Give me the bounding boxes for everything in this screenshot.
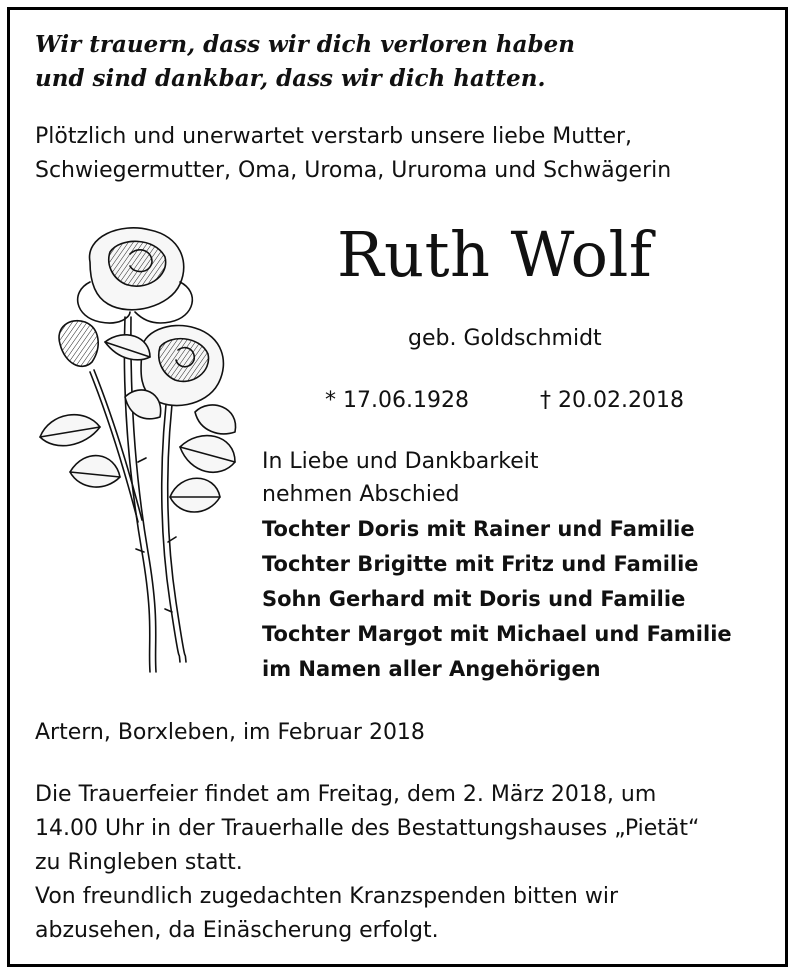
birth-name: geb. Goldschmidt: [408, 326, 602, 351]
family-member: im Namen aller Angehörigen: [262, 657, 601, 681]
birth-date: * 17.06.1928: [325, 388, 469, 413]
ceremony-line-3: zu Ringleben statt.: [35, 850, 243, 875]
motto-line-2: und sind dankbar, dass wir dich hatten.: [35, 65, 546, 92]
farewell-line-1: In Liebe und Dankbarkeit: [262, 449, 539, 474]
farewell-line-2: nehmen Abschied: [262, 482, 460, 507]
family-member: Tochter Margot mit Michael und Familie: [262, 622, 732, 646]
rose-drawing-icon: [30, 222, 260, 684]
place-date: Artern, Borxleben, im Februar 2018: [35, 720, 425, 745]
ceremony-line-4: Von freundlich zugedachten Kranzspenden bitten wir: [35, 884, 618, 909]
intro-line-1: Plötzlich und unerwartet verstarb unsere liebe Mutter,: [35, 124, 633, 149]
motto-line-1: Wir trauern, dass wir dich verloren haben: [35, 31, 575, 58]
ceremony-line-5: abzusehen, da Einäscherung erfolgt.: [35, 918, 439, 943]
family-member: Tochter Brigitte mit Fritz und Familie: [262, 552, 699, 576]
ceremony-line-2: 14.00 Uhr in der Trauerhalle des Bestattungshauses „Pietät“: [35, 816, 700, 841]
ceremony-line-1: Die Trauerfeier findet am Freitag, dem 2. März 2018, um: [35, 782, 657, 807]
death-date: † 20.02.2018: [540, 388, 684, 413]
family-member: Sohn Gerhard mit Doris und Familie: [262, 587, 686, 611]
intro-line-2: Schwiegermutter, Oma, Uroma, Ururoma und Schwägerin: [35, 158, 672, 183]
family-member: Tochter Doris mit Rainer und Familie: [262, 517, 695, 541]
deceased-name: Ruth Wolf: [337, 218, 653, 291]
